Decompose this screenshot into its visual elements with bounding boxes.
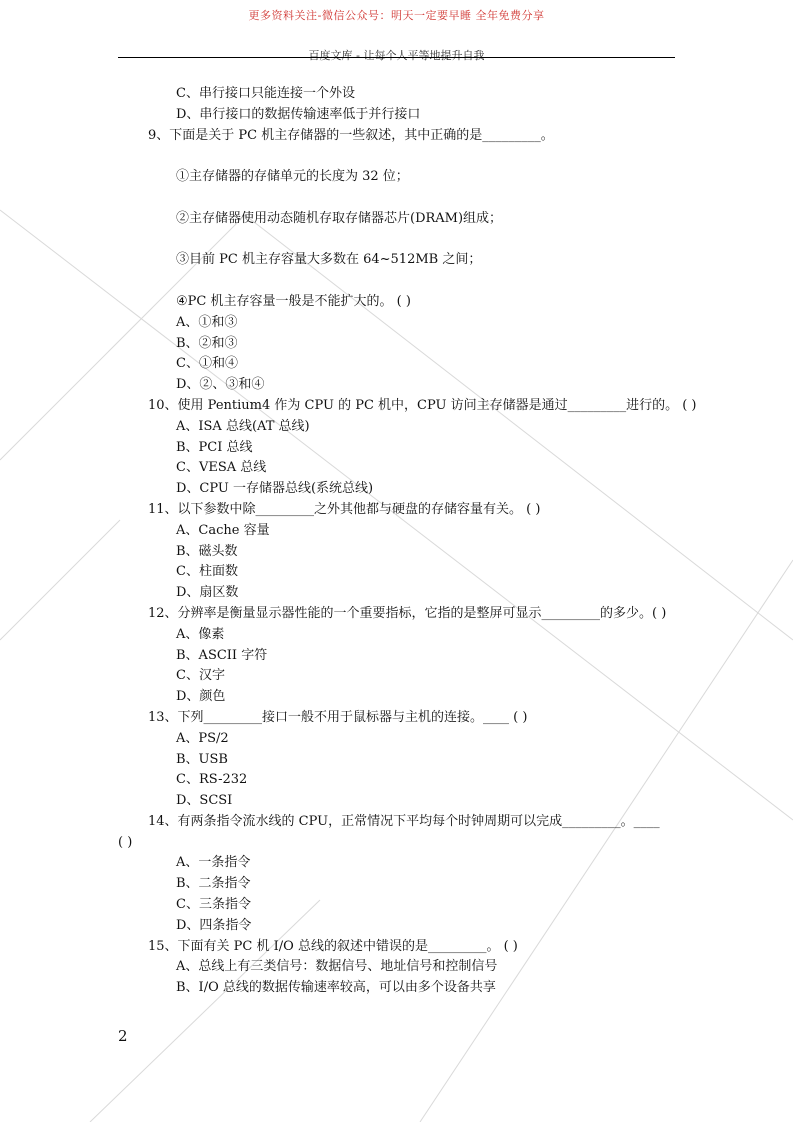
text-line: C、汉字 bbox=[176, 668, 225, 684]
text-line: A、Cache 容量 bbox=[176, 522, 270, 538]
page-number: 2 bbox=[118, 1027, 128, 1045]
text-line: C、柱面数 bbox=[176, 564, 238, 580]
text-line: B、二条指令 bbox=[176, 876, 251, 892]
blank-line bbox=[118, 146, 675, 167]
text-line: 12、分辨率是衡量显示器性能的一个重要指标，它指的是整屏可显示_________的多少。( ) bbox=[148, 605, 667, 621]
text-line: ④PC 机主存容量一般是不能扩大的。 ( ) bbox=[176, 293, 411, 309]
text-line: 11、以下参数中除_________之外其他都与硬盘的存储容量有关。 ( ) bbox=[148, 501, 541, 517]
text-line: B、I/O 总线的数据传输速率较高，可以由多个设备共享 bbox=[176, 980, 496, 996]
text-line: D、SCSI bbox=[176, 793, 233, 809]
text-line: A、总线上有三类信号：数据信号、地址信号和控制信号 bbox=[176, 959, 498, 975]
text-line: B、PCI 总线 bbox=[176, 439, 253, 455]
text-line: C、①和④ bbox=[176, 356, 238, 372]
page-header: 百度文库 - 让每个人平等地提升自我 bbox=[308, 49, 485, 62]
text-line: A、ISA 总线(AT 总线) bbox=[176, 418, 310, 434]
text-line: C、VESA 总线 bbox=[176, 460, 267, 476]
text-line: D、②、③和④ bbox=[176, 377, 265, 393]
text-line: 9、下面是关于 PC 机主存储器的一些叙述，其中正确的是_________。 bbox=[148, 127, 554, 143]
text-line: B、②和③ bbox=[176, 335, 238, 351]
text-line: D、扇区数 bbox=[176, 585, 239, 601]
text-line: D、颜色 bbox=[176, 689, 226, 705]
text-line: 10、使用 Pentium4 作为 CPU 的 PC 机中，CPU 访问主存储器是通过_________进行的。 ( ) bbox=[148, 397, 697, 413]
text-line: C、RS-232 bbox=[176, 772, 248, 788]
text-line: ②主存储器使用动态随机存取存储器芯片(DRAM)组成； bbox=[176, 210, 503, 226]
text-line: A、一条指令 bbox=[176, 855, 251, 871]
text-line: A、像素 bbox=[176, 626, 225, 642]
promo-banner: 更多资料关注-微信公众号：明天一定要早睡 全年免费分享 bbox=[248, 9, 545, 22]
text-line: A、①和③ bbox=[176, 314, 238, 330]
text-line: D、串行接口的数据传输速率低于并行接口 bbox=[176, 106, 421, 122]
text-line: D、CPU 一存储器总线(系统总线) bbox=[176, 481, 374, 497]
blank-line bbox=[118, 230, 675, 251]
text-line: A、PS/2 bbox=[176, 730, 229, 746]
text-line: B、ASCII 字符 bbox=[176, 647, 268, 663]
text-line: ③目前 PC 机主存容量大多数在 64~512MB 之间； bbox=[176, 252, 482, 268]
text-line: C、三条指令 bbox=[176, 897, 251, 913]
text-line: 15、下面有关 PC 机 I/O 总线的叙述中错误的是_________。 ( ) bbox=[148, 938, 518, 954]
header-rule bbox=[118, 57, 675, 58]
text-line: C、串行接口只能连接一个外设 bbox=[176, 86, 355, 101]
text-line: B、USB bbox=[176, 751, 228, 767]
text-line: B、磁头数 bbox=[176, 543, 238, 559]
text-line: ①主存储器的存储单元的长度为 32 位； bbox=[176, 169, 409, 185]
document-body bbox=[118, 84, 697, 999]
text-line: 13、下列_________接口一般不用于鼠标器与主机的连接。____ ( ) bbox=[148, 709, 528, 725]
blank-line bbox=[118, 271, 675, 292]
text-line: ( ) bbox=[118, 834, 133, 850]
text-line: 14、有两条指令流水线的 CPU，正常情况下平均每个时钟周期可以完成_________。____ bbox=[148, 813, 660, 829]
blank-line bbox=[118, 188, 675, 209]
text-line: D、四条指令 bbox=[176, 917, 252, 933]
